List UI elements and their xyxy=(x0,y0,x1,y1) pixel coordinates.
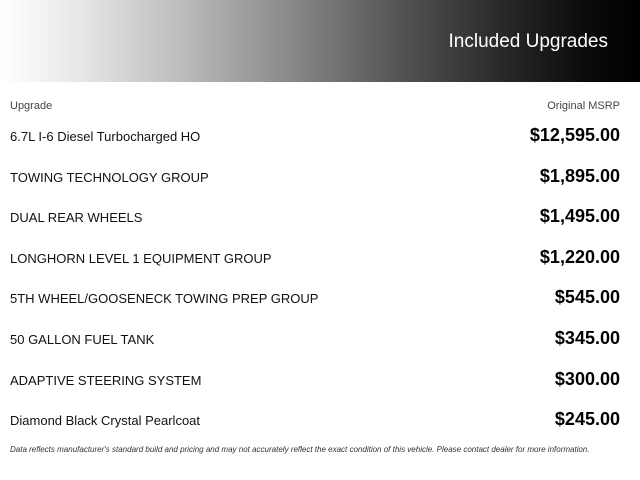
upgrade-column-header: Upgrade xyxy=(10,100,53,112)
upgrade-name: 6.7L I-6 Diesel Turbocharged HO xyxy=(10,129,201,144)
upgrade-name: DUAL REAR WHEELS xyxy=(10,210,143,226)
upgrade-price: $545.00 xyxy=(554,287,620,308)
page-title: Included Upgrades xyxy=(448,31,608,52)
msrp-column-header: Original MSRP xyxy=(547,100,620,112)
list-item xyxy=(0,156,640,197)
list-item xyxy=(0,318,640,359)
header-banner xyxy=(0,0,640,82)
upgrade-name: LONGHORN LEVEL 1 EQUIPMENT GROUP xyxy=(10,250,272,266)
list-item xyxy=(0,359,640,400)
upgrade-name: 5TH WHEEL/GOOSENECK TOWING PREP GROUP xyxy=(10,291,319,307)
list-item xyxy=(0,237,640,278)
list-item xyxy=(0,277,640,318)
upgrade-price: $1,495.00 xyxy=(539,206,620,227)
upgrade-price: $1,220.00 xyxy=(539,246,620,267)
upgrade-price: $245.00 xyxy=(554,409,620,430)
list-item xyxy=(0,399,640,440)
list-item xyxy=(0,115,640,156)
upgrade-price: $1,895.00 xyxy=(539,165,620,186)
upgrade-price: $345.00 xyxy=(554,327,620,348)
upgrade-name: Diamond Black Crystal Pearlcoat xyxy=(10,413,201,429)
list-item xyxy=(0,196,640,237)
upgrade-price: $300.00 xyxy=(554,368,620,389)
upgrades-list xyxy=(0,115,640,440)
disclaimer-text: Data reflects manufacturer's standard build and pricing and may not accurately reflect the exact condition of this vehicle. Please contact dealer for more information. xyxy=(10,445,590,454)
upgrade-name: TOWING TECHNOLOGY GROUP xyxy=(10,169,209,185)
upgrade-name: 50 GALLON FUEL TANK xyxy=(10,331,155,347)
upgrade-name: ADAPTIVE STEERING SYSTEM xyxy=(10,372,202,388)
upgrade-price: $12,595.00 xyxy=(529,125,620,145)
